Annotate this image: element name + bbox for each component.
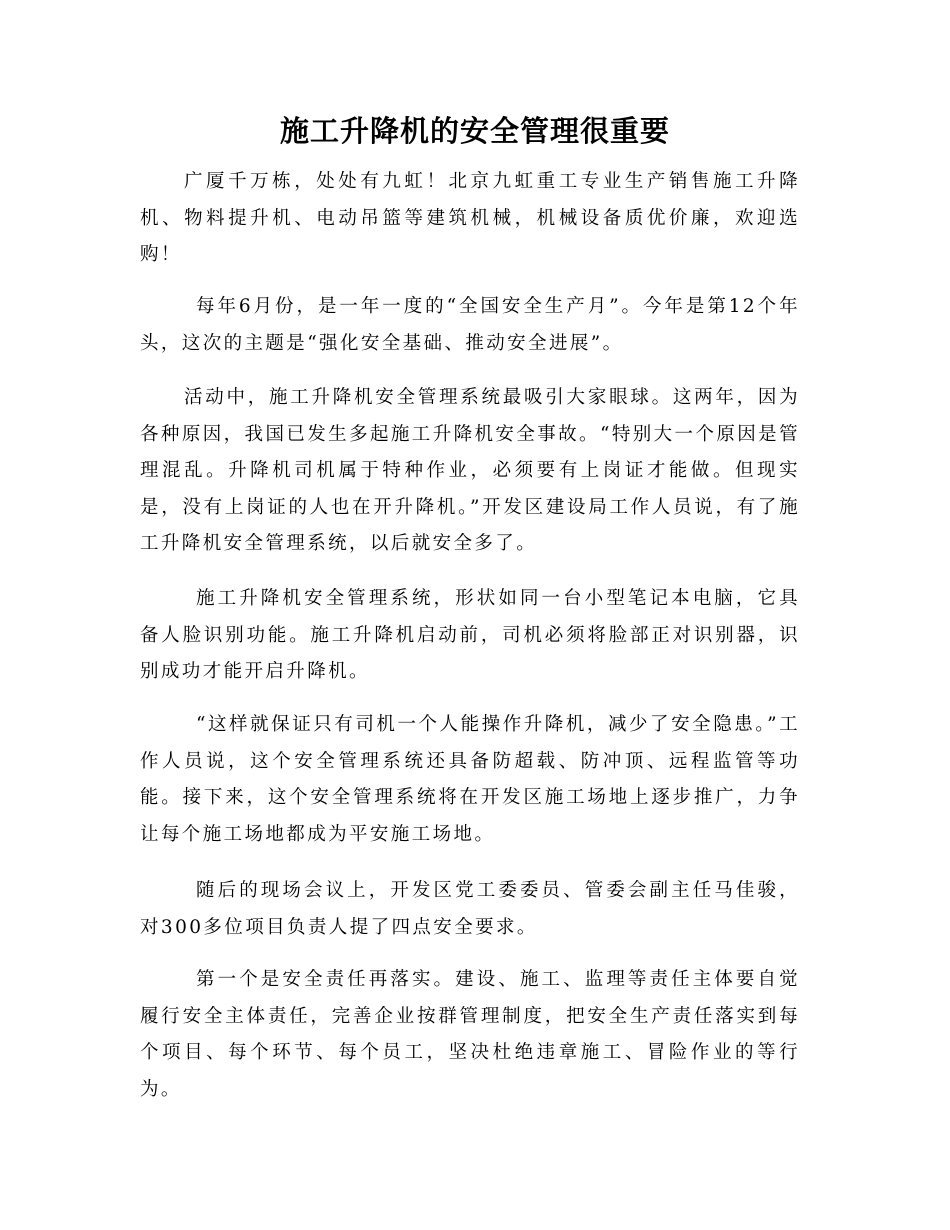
paragraph-meeting: 随后的现场会议上，开发区党工委委员、管委会副主任马佳骏，对300多位项目负责人提了四点安全要求。 xyxy=(140,880,800,938)
paragraph-operator-quote: “这样就保证只有司机一个人能操作升降机，减少了安全隐患。”工作人员说，这个安全管理系统还具备防超载、防冲顶、远程监管等功能。接下来，这个安全管理系统将在开发区施工场地上逐步推广，力争让每个施工场地都成为平安施工场地。 xyxy=(140,714,800,845)
document-title: 施工升降机的安全管理很重要 xyxy=(279,114,670,148)
paragraph-face-recognition: 施工升降机安全管理系统，形状如同一台小型笔记本电脑，它具备人脸识别功能。施工升降机启动前，司机必须将脸部正对识别器，识别成功才能开启升降机。 xyxy=(140,588,800,682)
paragraph-management-system: 活动中，施工升降机安全管理系统最吸引大家眼球。这两年，因为各种原因，我国已发生多起施工升降机安全事故。“特别大一个原因是管理混乱。升降机司机属于特种作业，必须要有上岗证才能做。但现实是，没有上岗证的人也在开升降机。”开发区建设局工作人员说，有了施工升降机安全管理系统，以后就安全多了。 xyxy=(140,387,800,554)
paragraph-requirement-one: 第一个是安全责任再落实。建设、施工、监理等责任主体要自觉履行安全主体责任，完善企业按群管理制度，把安全生产责任落实到每个项目、每个环节、每个员工，坚决杜绝违章施工、冒险作业的等行为。 xyxy=(140,969,800,1100)
paragraph-intro: 广厦千万栋，处处有九虹！北京九虹重工专业生产销售施工升降机、物料提升机、电动吊篮等建筑机械，机械设备质优价廉，欢迎选购！ xyxy=(140,171,800,265)
paragraph-safety-month: 每年6月份，是一年一度的“全国安全生产月”。今年是第12个年头，这次的主题是“强化安全基础、推动安全进展”。 xyxy=(140,296,800,354)
